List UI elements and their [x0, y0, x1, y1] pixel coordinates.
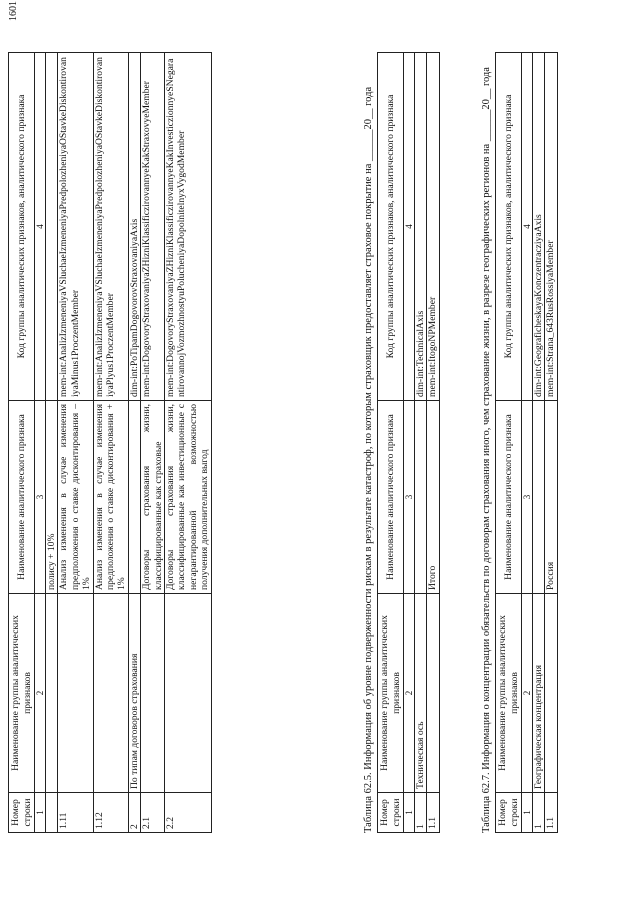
row-code: mem-int:Strana_643RusRossiyaMember [545, 53, 557, 401]
table-row [165, 53, 212, 833]
table-2-caption: Таблица 62.5. Информация об уровне подверженности рискам в результате катастроф, по которым страховщик предоставляет страховое покрытие на ______20__ года [363, 86, 374, 833]
col-header-num: Номер строки [496, 793, 522, 833]
table-header-row [496, 53, 522, 833]
row-group [165, 594, 212, 793]
table-2-block [362, 53, 440, 833]
column-number-row [404, 53, 415, 833]
row-group: Географическая концентрация [533, 594, 545, 793]
row-code: dim-int:PoTipamDogovorovStraxovaniyaAxis [128, 53, 140, 401]
col-number: 1 [404, 793, 415, 833]
table-3 [495, 52, 558, 833]
row-name [415, 401, 427, 594]
row-name: Договоры страхования жизни, классифицированные как инвестиционные с негарантированной возможностью получения дополнительных выгод [165, 401, 212, 594]
table-row [93, 53, 128, 833]
row-name: Россия [545, 401, 557, 594]
col-header-num: Номер строки [9, 793, 35, 833]
col-header-name: Наименование аналитического признака [9, 401, 35, 594]
table-row [415, 53, 427, 833]
table-row [128, 53, 140, 833]
table-2 [377, 52, 440, 833]
col-number: 1 [522, 793, 533, 833]
row-name: полису + 10% [46, 401, 58, 594]
row-code [46, 53, 58, 401]
col-header-name: Наименование аналитического признака [378, 401, 404, 594]
col-number: 2 [404, 594, 415, 793]
table-row [58, 53, 93, 833]
row-num: 2.2 [165, 793, 212, 833]
row-num: 1.1 [427, 793, 439, 833]
table-row [141, 53, 165, 833]
col-number: 1 [35, 793, 46, 833]
page-number: 1601 [8, 1, 19, 21]
row-num: 1.11 [58, 793, 93, 833]
row-group [93, 594, 128, 793]
col-number: 4 [522, 53, 533, 401]
row-name [533, 401, 545, 594]
col-header-code: Код группы аналитических признаков, аналитического признака [378, 53, 404, 401]
column-number-row [35, 53, 46, 833]
row-group [545, 594, 557, 793]
row-code: mem-int:AnalizIzmeneniyaVSluchaeIzmeneniyaPredpolozheniyaOStavkeDiskontirovaniyaPlyus1ProczentMember [93, 53, 128, 401]
col-number: 3 [35, 401, 46, 594]
row-num: 2 [128, 793, 140, 833]
row-group [46, 594, 58, 793]
col-number: 3 [522, 401, 533, 594]
row-code: mem-int:ItogoNPMember [427, 53, 439, 401]
row-group [58, 594, 93, 793]
table-row [427, 53, 439, 833]
row-code: dim-int:GeograficheskayaKonczentracziyaAxis [533, 53, 545, 401]
row-name: Анализ изменения в случае изменения предположения о ставке дисконтирования + 1% [93, 401, 128, 594]
col-header-code: Код группы аналитических признаков, аналитического признака [9, 53, 35, 401]
row-num: 1.1 [545, 793, 557, 833]
col-number: 4 [35, 53, 46, 401]
row-group [427, 594, 439, 793]
col-number: 2 [522, 594, 533, 793]
table-1-block [8, 53, 212, 833]
col-header-name: Наименование аналитического признака [496, 401, 522, 594]
row-name: Итого [427, 401, 439, 594]
row-num: 2.1 [141, 793, 165, 833]
row-num: 1.12 [93, 793, 128, 833]
row-code: mem-int:DogovoryStraxovaniyaZHizniKlassificzirovannyeKakInvesticzionnyeSNegarantirovannojVozmozhnostyuPolucheniyaDopolnitelnyxVygodMember [165, 53, 212, 401]
col-number: 4 [404, 53, 415, 401]
row-group: По типам договоров страхования [128, 594, 140, 793]
row-code: mem-int:AnalizIzmeneniyaVSluchaeIzmeneniyaPredpolozheniyaOStavkeDiskontirovaniyaMinus1ProczentMember [58, 53, 93, 401]
col-header-group: Наименование группы аналитических признаков [378, 594, 404, 793]
column-number-row [522, 53, 533, 833]
row-num: 1 [415, 793, 427, 833]
row-group [141, 594, 165, 793]
table-3-block [480, 53, 558, 833]
row-code: dim-int:TechnicalAxis [415, 53, 427, 401]
table-row [545, 53, 557, 833]
col-header-num: Номер строки [378, 793, 404, 833]
row-num: 1 [533, 793, 545, 833]
col-number: 3 [404, 401, 415, 594]
col-header-group: Наименование группы аналитических признаков [9, 594, 35, 793]
table-row [533, 53, 545, 833]
row-name: Договоры страхования жизни, классифицированные как страховые [141, 401, 165, 594]
table-3-caption: Таблица 62.7. Информация о концентрации обязательств по договорам страхования иного, чем страхование жизни, в разрезе географических регионов на ______20__ года [481, 67, 492, 833]
col-header-group: Наименование группы аналитических признаков [496, 594, 522, 793]
table-1 [8, 52, 212, 833]
table-header-row [9, 53, 35, 833]
row-num [46, 793, 58, 833]
row-group: Техническая ось [415, 594, 427, 793]
row-name: Анализ изменения в случае изменения предположения о ставке дисконтирования – 1% [58, 401, 93, 594]
row-name [128, 401, 140, 594]
row-code: mem-int:DogovoryStraxovaniyaZHizniKlassificzirovannyeKakStraxovyeMember [141, 53, 165, 401]
table-row [46, 53, 58, 833]
table-header-row [378, 53, 404, 833]
col-number: 2 [35, 594, 46, 793]
col-header-code: Код группы аналитических признаков, аналитического признака [496, 53, 522, 401]
